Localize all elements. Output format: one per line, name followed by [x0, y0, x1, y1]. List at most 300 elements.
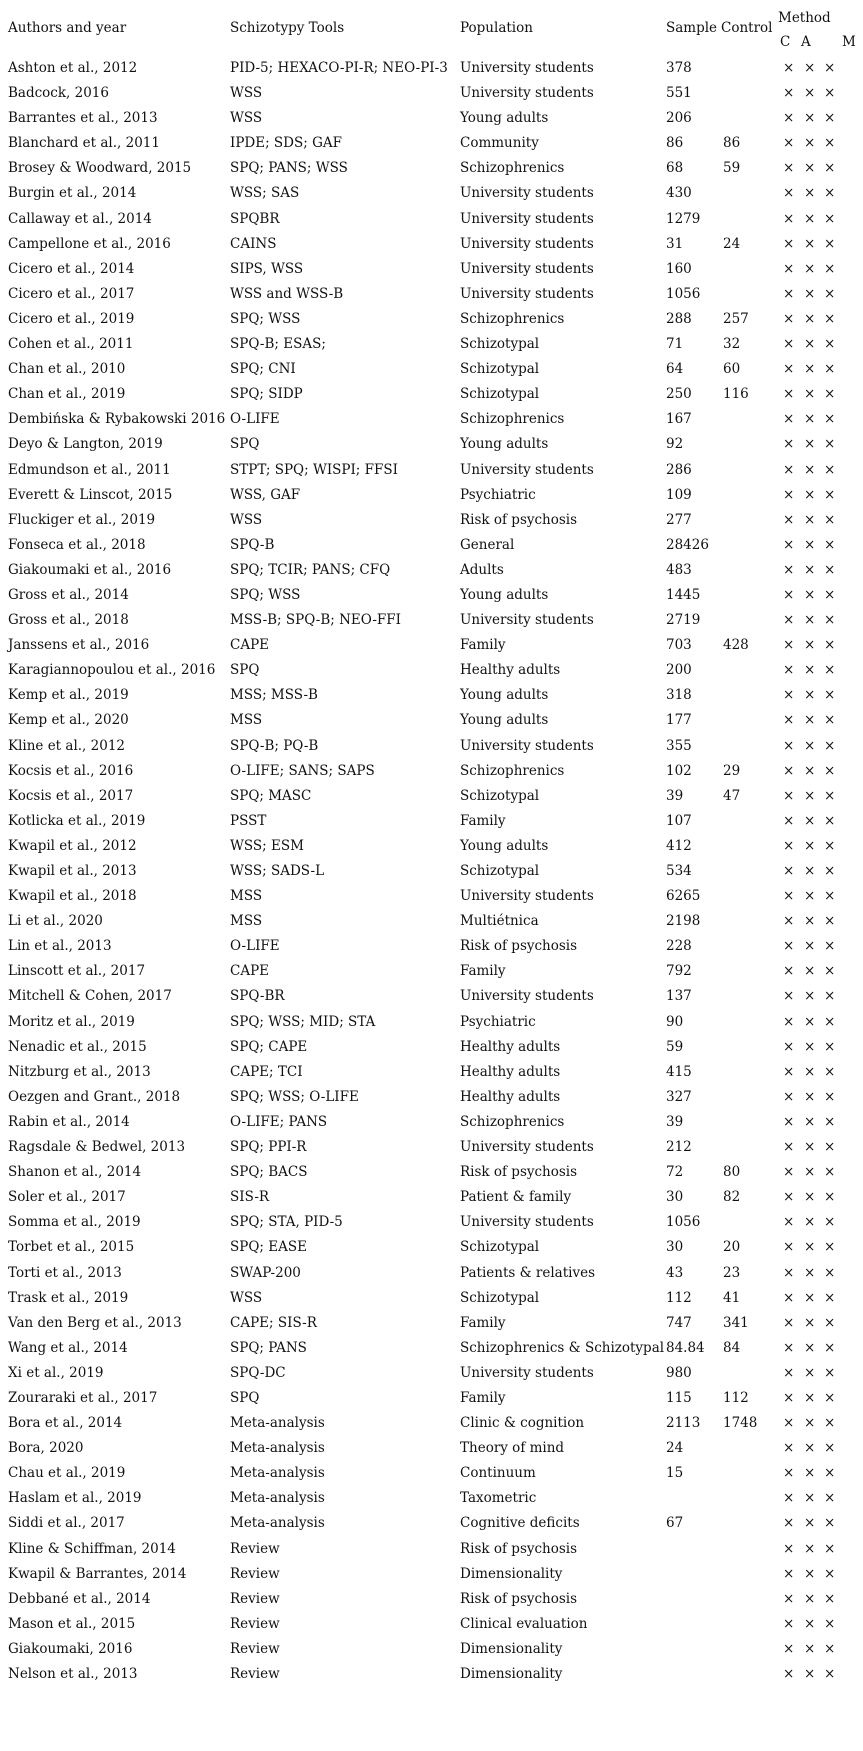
author-cell: Zouraraki et al., 2017 [8, 1389, 158, 1406]
table-row [0, 959, 863, 984]
population-cell: University students [460, 60, 594, 76]
method-mark-third: × [824, 1013, 836, 1030]
method-mark-c: × [783, 1088, 795, 1105]
population-cell: Adults [460, 561, 504, 578]
method-mark-third: × [824, 612, 836, 629]
table-row [0, 809, 863, 834]
method-mark-a: × [804, 762, 816, 779]
method-mark-a: × [804, 260, 816, 277]
method-mark-c: × [783, 586, 795, 603]
tools-cell: SPQ; PANS [230, 1339, 307, 1356]
population-cell: Psychiatric [460, 486, 536, 503]
header-sample: Sample [666, 20, 718, 36]
table-row [0, 708, 863, 733]
method-mark-c: × [783, 737, 795, 754]
tools-cell: PSST [230, 812, 267, 829]
tools-cell: Meta-analysis [230, 1440, 325, 1457]
table-row [0, 984, 863, 1009]
tools-cell: Review [230, 1640, 280, 1657]
method-mark-c: × [783, 1013, 795, 1030]
method-mark-c: × [783, 1515, 795, 1532]
method-mark-third: × [824, 1214, 836, 1231]
tools-cell: IPDE; SDS; GAF [230, 135, 342, 152]
method-mark-c: × [783, 1113, 795, 1130]
table-row [0, 1311, 863, 1336]
table-row [0, 432, 863, 457]
table-row [0, 1486, 863, 1511]
author-cell: Lin et al., 2013 [8, 938, 112, 955]
method-mark-a: × [804, 536, 816, 553]
sample-cell: 67 [666, 1515, 684, 1532]
author-cell: Badcock, 2016 [8, 85, 109, 102]
method-mark-a: × [804, 1239, 816, 1256]
method-mark-c: × [783, 762, 795, 779]
method-mark-c: × [783, 1440, 795, 1457]
population-cell: Dimensionality [460, 1640, 563, 1657]
population-cell: Patients & relatives [460, 1264, 595, 1281]
sample-cell: 200 [666, 662, 692, 679]
sample-cell: 1056 [666, 285, 701, 302]
tools-cell: SPQ [230, 1389, 260, 1406]
method-mark-c: × [783, 988, 795, 1005]
method-mark-c: × [783, 637, 795, 654]
method-mark-c: × [783, 336, 795, 353]
method-mark-third: × [824, 1440, 836, 1457]
sample-cell: 28426 [666, 536, 709, 553]
tools-cell: SIPS, WSS [230, 260, 304, 277]
table-row [0, 483, 863, 508]
author-cell: Siddi et al., 2017 [8, 1515, 125, 1532]
tools-cell: O-LIFE [230, 411, 280, 428]
method-mark-c: × [783, 1590, 795, 1607]
table-row [0, 1060, 863, 1085]
method-mark-c: × [783, 110, 795, 127]
author-cell: Shanon et al., 2014 [8, 1164, 142, 1181]
sample-cell: 177 [666, 712, 692, 729]
method-mark-third: × [824, 1565, 836, 1582]
method-mark-third: × [824, 60, 836, 76]
sample-cell: 355 [666, 737, 692, 754]
author-cell: Torti et al., 2013 [8, 1264, 122, 1281]
table-row [0, 1386, 863, 1411]
sample-cell: 747 [666, 1314, 692, 1331]
method-mark-a: × [804, 687, 816, 704]
tools-cell: SPQ; PANS; WSS [230, 160, 348, 177]
author-cell: Moritz et al., 2019 [8, 1013, 135, 1030]
table-row [0, 106, 863, 131]
population-cell: Schizotypal [460, 386, 540, 403]
control-cell: 82 [723, 1189, 741, 1206]
method-mark-a: × [804, 1540, 816, 1557]
population-cell: Dimensionality [460, 1666, 563, 1682]
author-cell: Cicero et al., 2014 [8, 260, 135, 277]
method-mark-c: × [783, 135, 795, 152]
control-cell: 86 [723, 135, 741, 152]
method-mark-c: × [783, 863, 795, 879]
tools-cell: SIS-R [230, 1189, 270, 1206]
table-row [0, 759, 863, 784]
table-row [0, 658, 863, 683]
author-cell: Bora, 2020 [8, 1440, 84, 1457]
population-cell: Clinical evaluation [460, 1615, 588, 1632]
tools-cell: SPQ; WSS; MID; STA [230, 1013, 376, 1030]
population-cell: University students [460, 260, 594, 277]
method-mark-third: × [824, 1515, 836, 1532]
author-cell: Kwapil et al., 2018 [8, 888, 137, 905]
method-mark-a: × [804, 1314, 816, 1331]
sample-cell: 72 [666, 1164, 684, 1181]
sample-cell: 92 [666, 436, 684, 453]
method-mark-c: × [783, 310, 795, 327]
author-cell: Brosey & Woodward, 2015 [8, 160, 192, 177]
population-cell: University students [460, 185, 594, 202]
method-mark-third: × [824, 812, 836, 829]
method-mark-third: × [824, 787, 836, 804]
tools-cell: SPQBR [230, 210, 280, 227]
sample-cell: 980 [666, 1364, 692, 1381]
method-mark-c: × [783, 1139, 795, 1156]
sample-cell: 2198 [666, 913, 701, 930]
sample-cell: 228 [666, 938, 692, 955]
population-cell: Young adults [460, 687, 549, 704]
table-row [0, 232, 863, 257]
method-mark-c: × [783, 1615, 795, 1632]
method-mark-third: × [824, 1590, 836, 1607]
author-cell: Kwapil et al., 2012 [8, 837, 137, 854]
table-row [0, 1537, 863, 1562]
method-mark-third: × [824, 461, 836, 478]
table-row [0, 633, 863, 658]
method-mark-third: × [824, 210, 836, 227]
author-cell: Mitchell & Cohen, 2017 [8, 988, 172, 1005]
tools-cell: CAPE; SIS-R [230, 1314, 317, 1331]
method-mark-third: × [824, 963, 836, 980]
method-mark-c: × [783, 160, 795, 177]
population-cell: Family [460, 1389, 506, 1406]
method-mark-third: × [824, 85, 836, 102]
author-cell: Bora et al., 2014 [8, 1415, 123, 1432]
method-mark-third: × [824, 687, 836, 704]
table-row [0, 1587, 863, 1612]
population-cell: Young adults [460, 110, 549, 127]
method-mark-a: × [804, 712, 816, 729]
control-cell: 20 [723, 1239, 741, 1256]
method-mark-third: × [824, 1314, 836, 1331]
tools-cell: SPQ; MASC [230, 787, 312, 804]
method-mark-a: × [804, 1264, 816, 1281]
tools-cell: SPQ [230, 662, 260, 679]
method-mark-c: × [783, 1289, 795, 1306]
population-cell: Dimensionality [460, 1565, 563, 1582]
control-cell: 257 [723, 310, 749, 327]
method-mark-c: × [783, 461, 795, 478]
population-cell: Young adults [460, 436, 549, 453]
population-cell: University students [460, 461, 594, 478]
population-cell: Continuum [460, 1465, 536, 1482]
author-cell: Cicero et al., 2017 [8, 285, 135, 302]
population-cell: General [460, 536, 515, 553]
author-cell: Barrantes et al., 2013 [8, 110, 158, 127]
sample-cell: 137 [666, 988, 692, 1005]
control-cell: 112 [723, 1389, 749, 1406]
table-row [0, 382, 863, 407]
sample-cell: 160 [666, 260, 692, 277]
author-cell: Haslam et al., 2019 [8, 1490, 142, 1507]
author-cell: Somma et al., 2019 [8, 1214, 141, 1231]
population-cell: Risk of psychosis [460, 1590, 578, 1607]
author-cell: Xi et al., 2019 [8, 1364, 104, 1381]
author-cell: Rabin et al., 2014 [8, 1113, 130, 1130]
tools-cell: SWAP-200 [230, 1264, 301, 1281]
method-mark-a: × [804, 812, 816, 829]
method-mark-a: × [804, 361, 816, 378]
sample-cell: 2719 [666, 612, 701, 629]
population-cell: University students [460, 612, 594, 629]
author-cell: Kocsis et al., 2017 [8, 787, 134, 804]
population-cell: Young adults [460, 712, 549, 729]
method-mark-c: × [783, 285, 795, 302]
method-mark-a: × [804, 1339, 816, 1356]
table-row [0, 56, 863, 81]
method-mark-c: × [783, 712, 795, 729]
sample-cell: 703 [666, 637, 692, 654]
table-row [0, 934, 863, 959]
author-cell: Fluckiger et al., 2019 [8, 511, 156, 528]
population-cell: University students [460, 85, 594, 102]
method-mark-third: × [824, 637, 836, 654]
method-mark-third: × [824, 863, 836, 879]
method-mark-third: × [824, 1666, 836, 1682]
sample-cell: 30 [666, 1189, 684, 1206]
author-cell: Oezgen and Grant., 2018 [8, 1088, 181, 1105]
method-mark-third: × [824, 988, 836, 1005]
sample-cell: 206 [666, 110, 692, 127]
method-mark-a: × [804, 837, 816, 854]
sample-cell: 286 [666, 461, 692, 478]
population-cell: Risk of psychosis [460, 938, 578, 955]
population-cell: University students [460, 1214, 594, 1231]
control-cell: 116 [723, 386, 749, 403]
method-mark-third: × [824, 1239, 836, 1256]
sample-cell: 107 [666, 812, 692, 829]
author-cell: Soler et al., 2017 [8, 1189, 126, 1206]
method-mark-third: × [824, 536, 836, 553]
method-mark-third: × [824, 1088, 836, 1105]
method-mark-a: × [804, 436, 816, 453]
sample-cell: 277 [666, 511, 692, 528]
method-mark-a: × [804, 1515, 816, 1532]
tools-cell: MSS [230, 913, 263, 930]
method-mark-a: × [804, 863, 816, 879]
method-mark-third: × [824, 1490, 836, 1507]
table-row [0, 1461, 863, 1486]
method-mark-a: × [804, 637, 816, 654]
control-cell: 24 [723, 235, 741, 252]
table-row [0, 859, 863, 884]
population-cell: University students [460, 988, 594, 1005]
method-mark-c: × [783, 1189, 795, 1206]
table-row [0, 558, 863, 583]
method-mark-c: × [783, 561, 795, 578]
method-mark-a: × [804, 511, 816, 528]
population-cell: Schizophrenics [460, 310, 565, 327]
tools-cell: STPT; SPQ; WISPI; FFSI [230, 461, 398, 478]
method-mark-c: × [783, 436, 795, 453]
header-method-a: A [801, 34, 811, 50]
method-mark-c: × [783, 1364, 795, 1381]
tools-cell: SPQ; STA, PID-5 [230, 1214, 343, 1231]
population-cell: Psychiatric [460, 1013, 536, 1030]
population-cell: University students [460, 210, 594, 227]
author-cell: Kline & Schiffman, 2014 [8, 1540, 176, 1557]
method-mark-third: × [824, 938, 836, 955]
tools-cell: CAPE; TCI [230, 1063, 303, 1080]
method-mark-a: × [804, 386, 816, 403]
method-mark-third: × [824, 411, 836, 428]
method-mark-third: × [824, 737, 836, 754]
sample-cell: 212 [666, 1139, 692, 1156]
tools-cell: SPQ; WSS [230, 586, 301, 603]
method-mark-third: × [824, 837, 836, 854]
population-cell: Clinic & cognition [460, 1415, 585, 1432]
sample-cell: 71 [666, 336, 684, 353]
table-row [0, 1160, 863, 1185]
method-mark-a: × [804, 135, 816, 152]
tools-cell: O-LIFE [230, 938, 280, 955]
method-mark-c: × [783, 511, 795, 528]
author-cell: Giakoumaki et al., 2016 [8, 561, 172, 578]
sample-cell: 551 [666, 85, 692, 102]
sample-cell: 39 [666, 787, 684, 804]
method-mark-third: × [824, 336, 836, 353]
population-cell: Patient & family [460, 1189, 572, 1206]
method-mark-c: × [783, 1465, 795, 1482]
method-mark-third: × [824, 361, 836, 378]
author-cell: Ragsdale & Bedwel, 2013 [8, 1139, 186, 1156]
method-mark-a: × [804, 561, 816, 578]
method-mark-a: × [804, 1088, 816, 1105]
method-mark-third: × [824, 1289, 836, 1306]
sample-cell: 412 [666, 837, 692, 854]
method-mark-a: × [804, 160, 816, 177]
author-cell: Nelson et al., 2013 [8, 1666, 138, 1682]
method-mark-a: × [804, 1415, 816, 1432]
method-mark-a: × [804, 1013, 816, 1030]
method-mark-a: × [804, 461, 816, 478]
population-cell: University students [460, 888, 594, 905]
tools-cell: SPQ-B; PQ-B [230, 737, 319, 754]
method-mark-a: × [804, 787, 816, 804]
table-row [0, 81, 863, 106]
method-mark-c: × [783, 386, 795, 403]
method-mark-c: × [783, 1490, 795, 1507]
method-mark-third: × [824, 712, 836, 729]
table-row [0, 282, 863, 307]
population-cell: Taxometric [460, 1490, 537, 1507]
method-mark-c: × [783, 1214, 795, 1231]
method-mark-third: × [824, 586, 836, 603]
sample-cell: 1056 [666, 1214, 701, 1231]
method-mark-a: × [804, 285, 816, 302]
control-cell: 60 [723, 361, 741, 378]
tools-cell: Review [230, 1565, 280, 1582]
author-cell: Kline et al., 2012 [8, 737, 125, 754]
header-method-c: C [780, 34, 791, 50]
tools-cell: PID-5; HEXACO-PI-R; NEO-PI-3 [230, 60, 448, 76]
method-mark-third: × [824, 235, 836, 252]
tools-cell: CAINS [230, 235, 277, 252]
author-cell: Kemp et al., 2019 [8, 687, 129, 704]
method-mark-a: × [804, 988, 816, 1005]
tools-cell: O-LIFE; SANS; SAPS [230, 762, 375, 779]
method-mark-c: × [783, 1640, 795, 1657]
table-row [0, 1210, 863, 1235]
tools-cell: WSS, GAF [230, 486, 301, 503]
sample-cell: 102 [666, 762, 692, 779]
table-row [0, 156, 863, 181]
author-cell: Trask et al., 2019 [8, 1289, 129, 1306]
author-cell: Kotlicka et al., 2019 [8, 812, 146, 829]
author-cell: Wang et al., 2014 [8, 1339, 128, 1356]
sample-cell: 6265 [666, 888, 701, 905]
control-cell: 41 [723, 1289, 741, 1306]
tools-cell: WSS; ESM [230, 837, 304, 854]
method-mark-third: × [824, 762, 836, 779]
method-mark-third: × [824, 888, 836, 905]
sample-cell: 1445 [666, 586, 701, 603]
table-row [0, 1235, 863, 1260]
method-mark-c: × [783, 1565, 795, 1582]
sample-cell: 109 [666, 486, 692, 503]
author-cell: Chan et al., 2019 [8, 386, 126, 403]
population-cell: University students [460, 285, 594, 302]
author-cell: Burgin et al., 2014 [8, 185, 137, 202]
table-row [0, 1336, 863, 1361]
method-mark-third: × [824, 662, 836, 679]
method-mark-a: × [804, 1214, 816, 1231]
population-cell: Schizotypal [460, 1289, 540, 1306]
tools-cell: WSS and WSS-B [230, 285, 344, 302]
control-cell: 32 [723, 336, 741, 353]
method-mark-c: × [783, 60, 795, 76]
method-mark-third: × [824, 135, 836, 152]
method-mark-c: × [783, 1415, 795, 1432]
tools-cell: Review [230, 1590, 280, 1607]
population-cell: Community [460, 135, 539, 152]
table-row [0, 1361, 863, 1386]
population-cell: University students [460, 1364, 594, 1381]
method-mark-a: × [804, 1113, 816, 1130]
control-cell: 428 [723, 637, 749, 654]
author-cell: Cicero et al., 2019 [8, 310, 135, 327]
sample-cell: 792 [666, 963, 692, 980]
method-mark-a: × [804, 486, 816, 503]
method-mark-third: × [824, 1139, 836, 1156]
population-cell: Family [460, 637, 506, 654]
sample-cell: 430 [666, 185, 692, 202]
method-mark-a: × [804, 1615, 816, 1632]
table-row [0, 1286, 863, 1311]
table-row [0, 1511, 863, 1536]
table-row [0, 1612, 863, 1637]
tools-cell: CAPE [230, 963, 270, 980]
tools-cell: WSS; SADS-L [230, 863, 325, 879]
population-cell: Schizophrenics [460, 160, 565, 177]
table-row [0, 683, 863, 708]
author-cell: Mason et al., 2015 [8, 1615, 136, 1632]
sample-cell: 2113 [666, 1415, 701, 1432]
author-cell: Ashton et al., 2012 [8, 60, 138, 76]
